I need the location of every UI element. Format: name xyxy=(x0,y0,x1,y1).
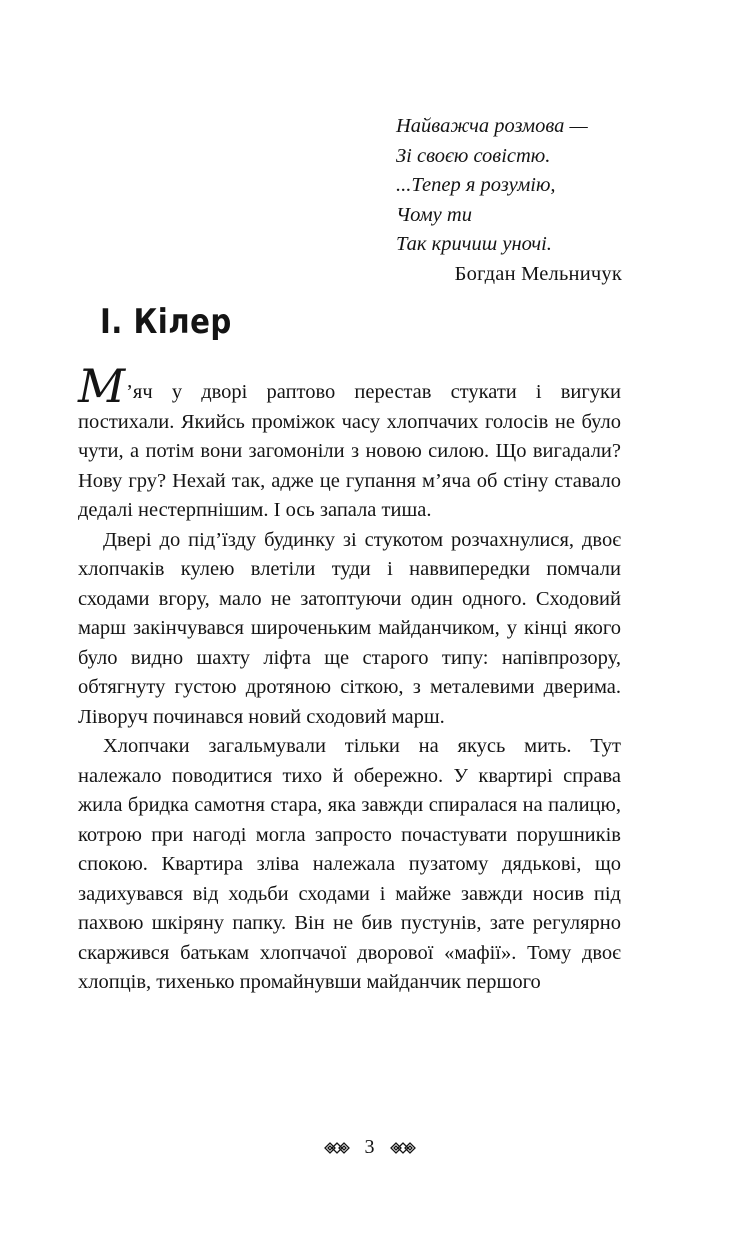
drop-cap: М xyxy=(78,359,126,413)
epigraph-author: Богдан Мельничук xyxy=(454,262,622,285)
epigraph-line: Найважча розмова — xyxy=(396,115,588,137)
epigraph-line: Так кричиш уночі. xyxy=(396,233,552,255)
page-footer xyxy=(0,1136,739,1159)
paragraph-1-text: ’яч у дворі раптово перестав стукати і вигуки постихали. Якийсь проміжок часу хлопчачих голосів не було чути, а потім вони загомоніли з новою силою. Що вигадали? Нову гру? Нехай так, адже це гупання м’яча об стіну ставало дедалі нестерпнішим. І ось запала тиша. xyxy=(78,381,621,521)
chapter-title: І. Кілер xyxy=(100,302,232,342)
paragraph-2: Двері до під’їзду будинку зі стукотом розчахнулися, двоє хлопчаків кулею влетіли туди і наввипередки помчали сходами вгору, мало не затоптуючи один одного. Сходовий марш закінчувався широченьким майданчиком, у кінці якого було видно шахту ліфта ще старого типу: напівпрозору, обтягнуту густою дротяною сіткою, з металевими дверима. Ліворуч починався новий сходовий марш. xyxy=(78,528,621,728)
body-text xyxy=(78,359,621,998)
epigraph-line: Чому ти xyxy=(396,203,472,226)
ornament-right-icon xyxy=(389,1141,417,1155)
epigraph xyxy=(396,112,626,289)
epigraph-line: ...Тепер я розумію, xyxy=(396,174,556,196)
epigraph-line: Зі своєю совістю. xyxy=(396,144,551,167)
paragraph-3: Хлопчаки загальмували тільки на якусь мить. Тут належало поводитися тихо й обережно. У квартирі справа жила бридка самотня стара, яка завжди спиралася на палицю, котрою при нагоді могла запросто почастувати порушників спокою. Квартира зліва належала пузатому дядькові, що задихувався від ходьби сходами і майже завжди носив під пахвою шкіряну папку. Він не бив пустунів, зате регулярно скаржився батькам хлопчачої дворової «мафії». Тому двоє хлопців, тихенько промайнувши майданчик першого xyxy=(78,735,621,993)
ornament-left-icon xyxy=(323,1141,351,1155)
page-number: 3 xyxy=(364,1136,375,1158)
paragraph-1 xyxy=(78,359,621,526)
